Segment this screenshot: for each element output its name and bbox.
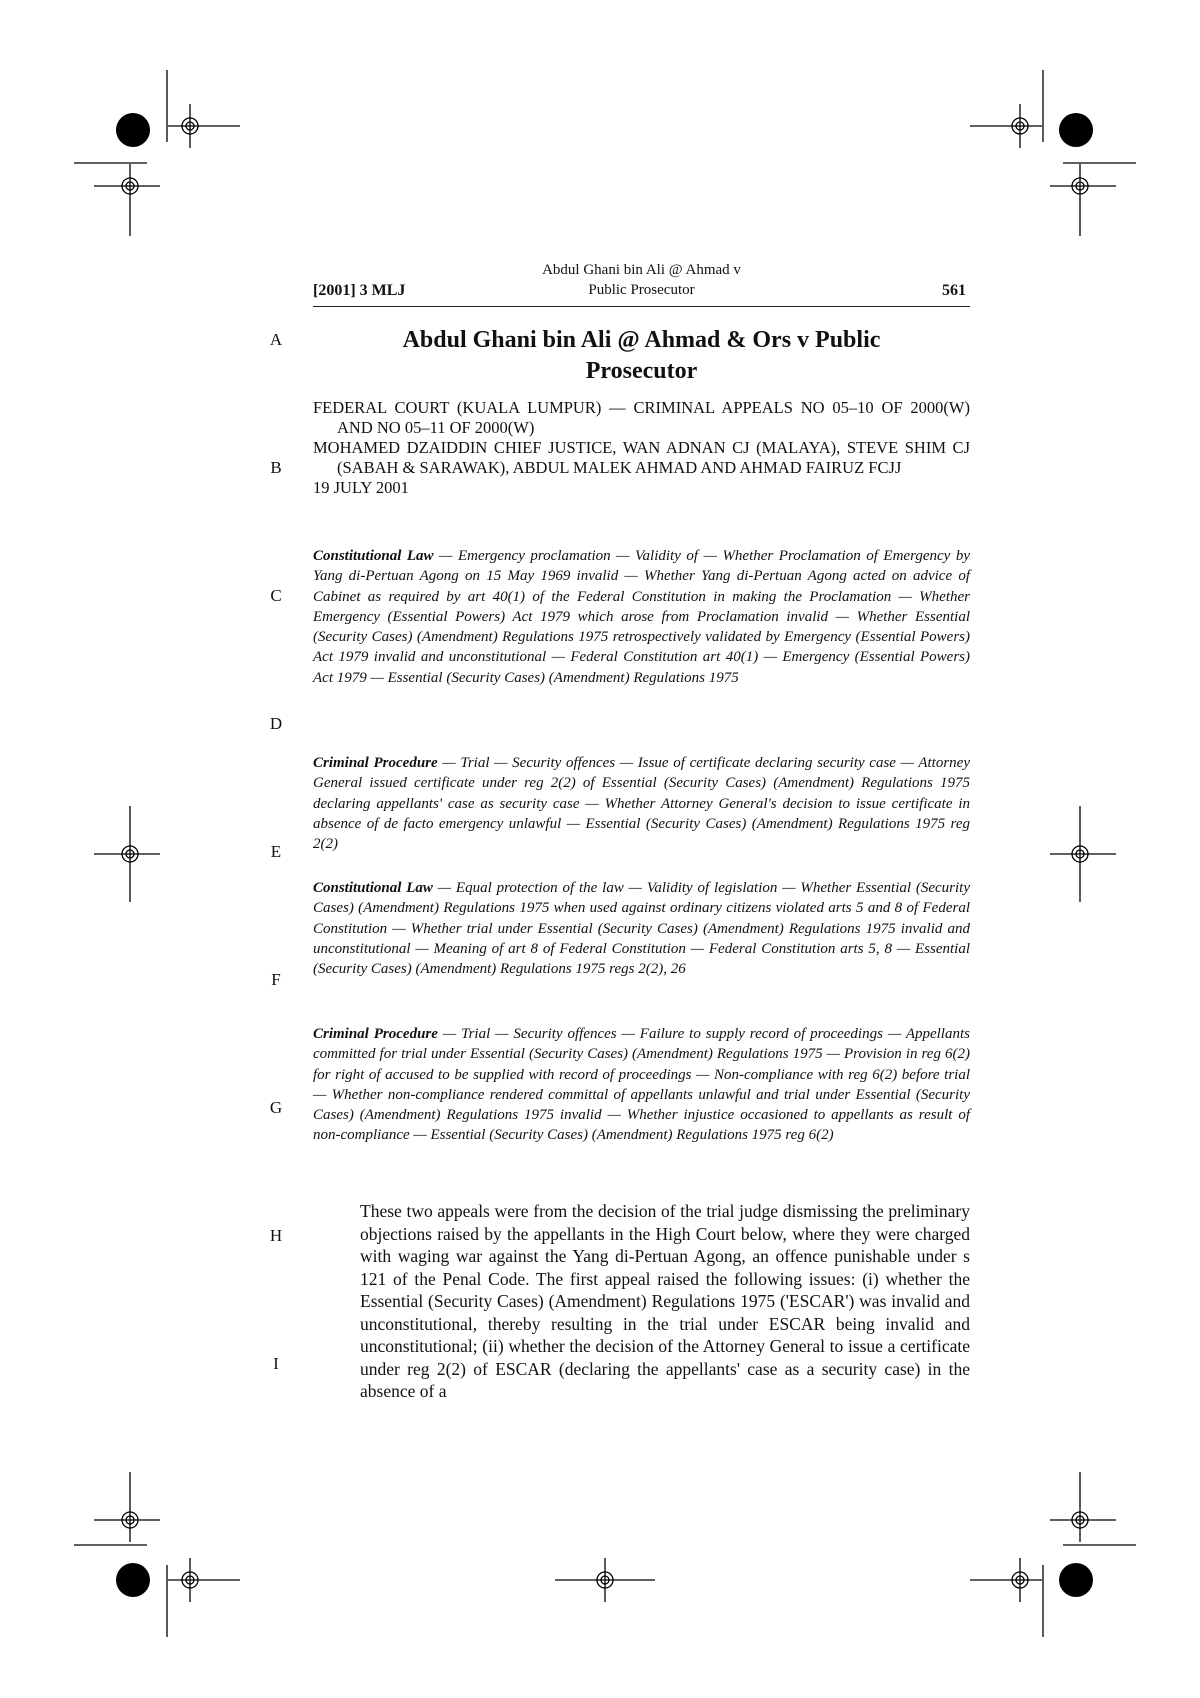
catchword-subject: Criminal Procedure xyxy=(313,755,438,771)
crosshair-mark-icon xyxy=(1050,1472,1116,1542)
case-title xyxy=(313,325,970,387)
header-page-number: 561 xyxy=(942,282,966,299)
crosshair-mark-icon xyxy=(94,164,160,236)
margin-letter: D xyxy=(269,714,283,733)
margin-letter: C xyxy=(270,586,282,605)
catchword-paragraph xyxy=(313,1024,970,1146)
margin-letter: E xyxy=(270,842,282,861)
crosshair-mark-icon xyxy=(1050,164,1116,236)
crosshair-mark-icon xyxy=(94,1472,160,1542)
crosshair-mark-icon xyxy=(168,104,240,148)
registration-dot-icon xyxy=(1059,1563,1093,1597)
crosshair-mark-icon xyxy=(970,1558,1042,1602)
catchword-text: — Trial — Security offences — Issue of certificate declaring security case — Attorney General issued certificate under reg 2(2) of Essential (Security Cases) (Amendment) Regulations 1975 declaring appellants' case as security case — Whether Attorney General's decision to issue certificate in absence of de facto emergency unlawful — Essential (Security Cases) (Amendment) Regulations 1975 reg 2(2) xyxy=(313,755,970,853)
header-running-title-line1: Abdul Ghani bin Ali @ Ahmad v xyxy=(542,262,741,278)
catchword-paragraph xyxy=(313,753,970,854)
case-title-line1: Abdul Ghani bin Ali @ Ahmad & Ors v Public xyxy=(402,327,881,353)
header-citation: [2001] 3 MLJ xyxy=(313,282,406,299)
crosshair-mark-icon xyxy=(970,104,1042,148)
catchword-text: — Emergency proclamation — Validity of — Whether Proclamation of Emergency by Yang di-Pertuan Agong on 15 May 1969 invalid — Whether Yang di-Pertuan Agong acted on advice of Cabinet as required by art 40(1) of the Federal Constitution in making the Proclamation — Whether Emergency (Essential Powers) Act 1979 which arose from Proclamation invalid — Whether Essential (Security Cases) (Amendment) Regulations 1975 retrospectively validated by Emergency (Essential Powers) Act 1979 invalid and unconstitutional — Federal Constitution art 40(1) — Emergency (Essential Powers) Act 1979 — Essential (Security Cases) (Amendment) Regulations 1975 xyxy=(313,548,971,686)
header-running-title-line2: Public Prosecutor xyxy=(588,282,695,298)
judgment-date: 19 JULY 2001 xyxy=(313,478,409,497)
catchword-paragraph xyxy=(313,878,970,979)
header-running-title xyxy=(313,260,970,300)
registration-dot-icon xyxy=(1059,113,1093,147)
margin-letter: H xyxy=(269,1226,283,1245)
crosshair-mark-icon xyxy=(94,806,160,902)
registration-dot-icon xyxy=(116,1563,150,1597)
catchword-text: — Equal protection of the law — Validity of legislation — Whether Essential (Security Cases) (Amendment) Regulations 1975 when used against ordinary citizens violated arts 5 and 8 of Federal Constitution — Whether trial under Essential (Security Cases) (Amendment) Regulations 1975 invalid and unconstitutional — Meaning of art 8 of Federal Constitution — Federal Constitution arts 5, 8 — Essential (Security Cases) (Amendment) Regulations 1975 regs 2(2), 26 xyxy=(313,880,971,978)
court-details xyxy=(313,398,970,498)
catchword-paragraph xyxy=(313,546,970,688)
case-title-line2: Prosecutor xyxy=(585,358,698,384)
headnote-summary: These two appeals were from the decision of the trial judge dismissing the preliminary objections raised by the appellants in the High Court below, where they were charged with waging war against the Yang di-Pertuan Agong, an offence punishable under s 121 of the Penal Code. The first appeal raised the following issues: (i) whether the Essential (Security Cases) (Amendment) Regulations 1975 ('ESCAR') was invalid and unconstitutional, thereby resulting in the trial under ESCAR being invalid and unconstitutional; (ii) whether the decision of the Attorney General to issue a certificate under reg 2(2) of ESCAR (declaring the appellants' case as a security case) in the absence of a xyxy=(360,1201,970,1401)
catchword-text: — Trial — Security offences — Failure to supply record of proceedings — Appellants committed for trial under Essential (Security Cases) (Amendment) Regulations 1975 — Provision in reg 6(2) for right of accused to be supplied with record of proceedings — Non-compliance with reg 6(2) before trial — Whether non-compliance rendered committal of appellants unlawful and trial under Essential (Security Cases) (Amendment) Regulations 1975 invalid — Whether injustice occasioned to appellants as result of non-compliance — Essential (Security Cases) (Amendment) Regulations 1975 reg 6(2) xyxy=(313,1026,970,1144)
margin-letter: F xyxy=(271,970,281,989)
court-name: FEDERAL COURT (KUALA LUMPUR) — CRIMINAL APPEALS NO 05–10 OF 2000(W) AND NO 05–11 OF 2000(W) xyxy=(313,398,970,437)
judges: MOHAMED DZAIDDIN CHIEF JUSTICE, WAN ADNAN CJ (MALAYA), STEVE SHIM CJ (SABAH & SARAWAK), ABDUL MALEK AHMAD AND AHMAD FAIRUZ FCJJ xyxy=(313,438,970,477)
running-header xyxy=(313,256,970,307)
catchword-subject: Constitutional Law xyxy=(313,548,434,564)
margin-letter: A xyxy=(269,330,283,349)
crosshair-mark-icon xyxy=(1050,806,1116,902)
registration-dot-icon xyxy=(116,113,150,147)
crosshair-mark-icon xyxy=(555,1558,655,1602)
margin-letter: I xyxy=(273,1354,279,1373)
catchword-subject: Criminal Procedure xyxy=(313,1026,438,1042)
catchword-subject: Constitutional Law xyxy=(313,880,433,896)
margin-letter: G xyxy=(269,1098,283,1117)
margin-letter: B xyxy=(270,458,282,477)
crosshair-mark-icon xyxy=(168,1558,240,1602)
